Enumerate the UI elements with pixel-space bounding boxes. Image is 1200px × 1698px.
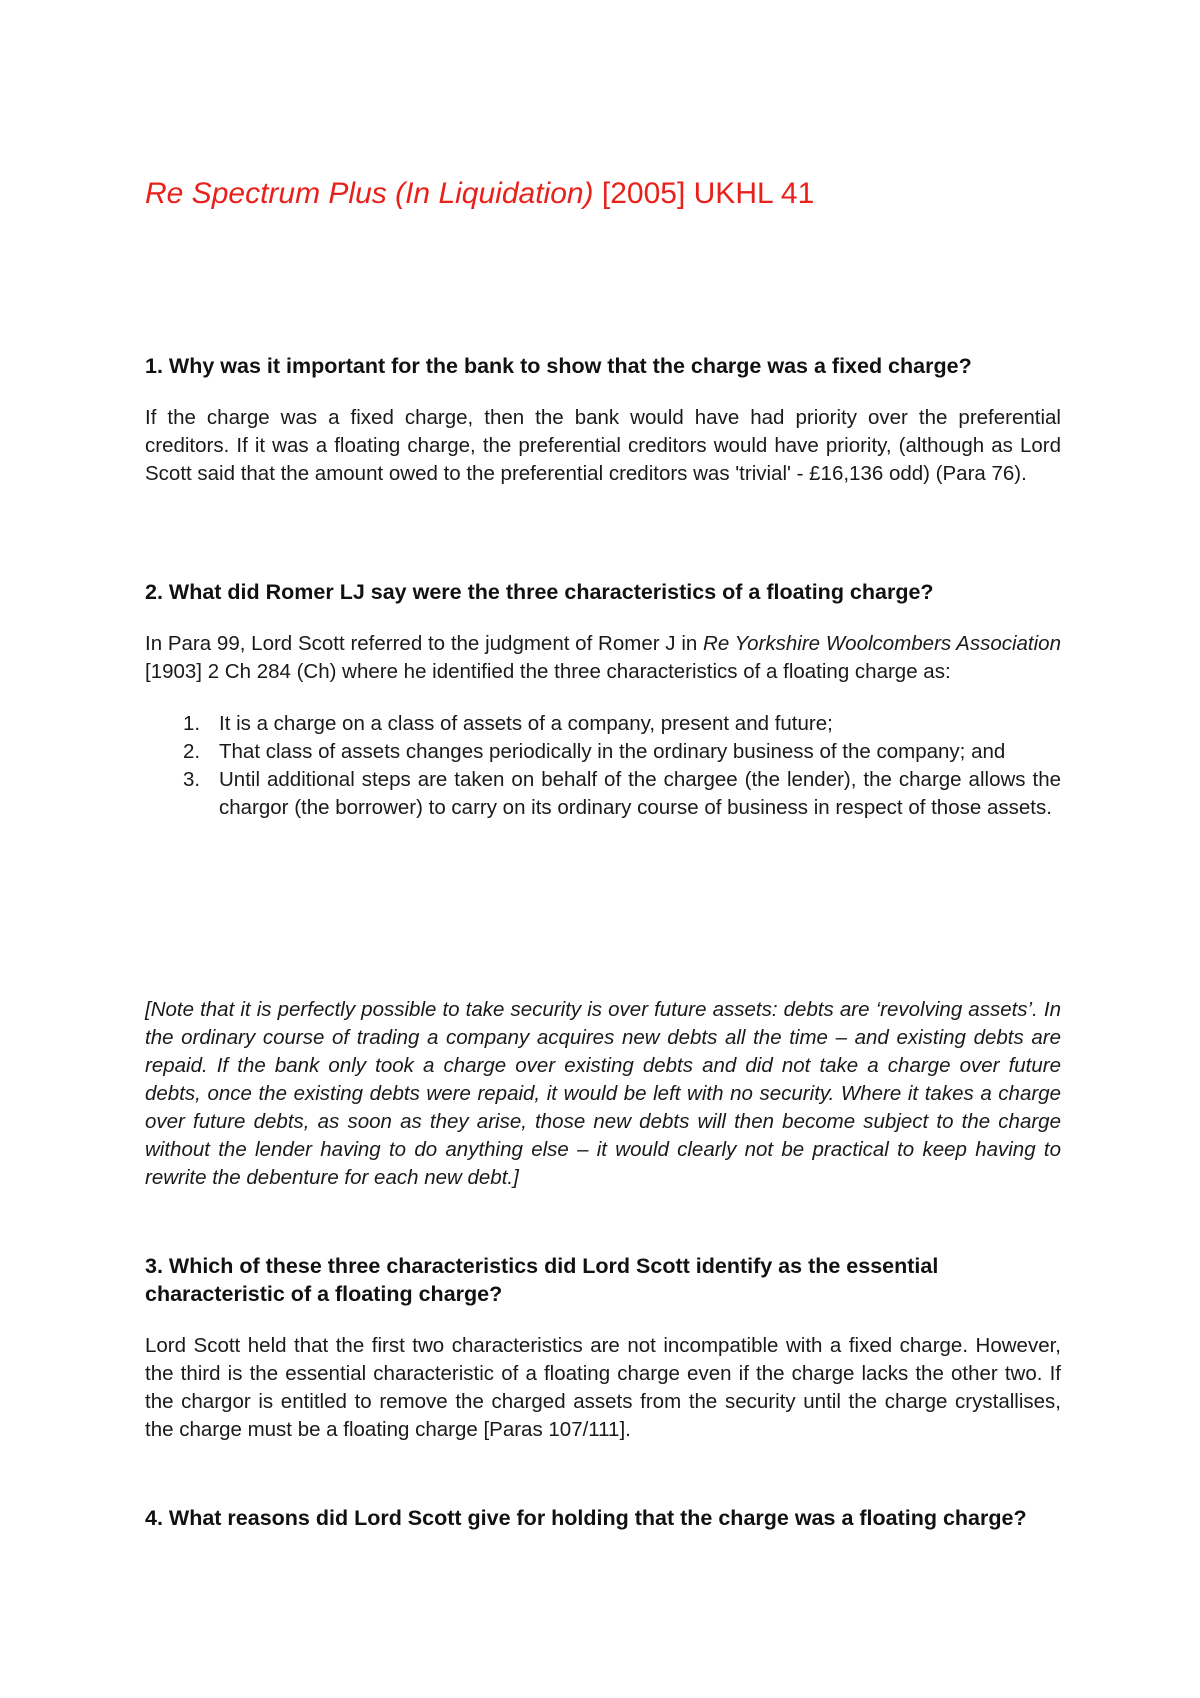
question-3: 3. Which of these three characteristics did Lord Scott identify as the essential characteristic of a floating charge? (145, 1254, 939, 1306)
answer-2-case: Re Yorkshire Woolcombers Association (703, 632, 1061, 655)
case-citation: [2005] UKHL 41 (593, 177, 815, 210)
answer-2-intro: In Para 99, Lord Scott referred to the judgment of Romer J in (145, 632, 704, 655)
characteristics-list (145, 710, 1061, 822)
list-item: 3. Until additional steps are taken on behalf of the chargee (the lender), the charge allows the chargor (the borrower) to carry on its ordinary course of business in respect of those assets. (183, 768, 1061, 819)
note-text: [Note that it is perfectly possible to take security is over future assets: debts are ‘revolving assets’. In the ordinary course of trading a company acquires new debts all the time – and existing debts are repaid. If the bank only took a charge over existing debts and did not take a charge over future debts, once the existing debts were repaid, it would be left with no security. Where it takes a charge over future debts, as soon as they arise, those new debts will then become subject to the charge without the lender having to do anything else – it would clearly not be practical to keep having to rewrite the debenture for each new debt.] (145, 998, 1061, 1189)
answer-1: If the charge was a fixed charge, then the bank would have had priority over the preferential creditors. If it was a floating charge, the preferential creditors would have priority, (although as Lord Scott said that the amount owed to the preferential creditors was 'trivial' - £16,136 odd) (Para 76). (145, 406, 1061, 485)
question-4: 4. What reasons did Lord Scott give for holding that the charge was a floating charge? (145, 1506, 1027, 1530)
document-title (145, 172, 814, 216)
question-4-section (145, 1504, 1061, 1532)
question-3-section (145, 1252, 1061, 1444)
answer-2-rest: [1903] 2 Ch 284 (Ch) where he identified the three characteristics of a floating charge as: (145, 660, 951, 683)
answer-2 (145, 630, 1061, 686)
question-2: 2. What did Romer LJ say were the three characteristics of a floating charge? (145, 580, 934, 604)
question-1-section (145, 352, 1061, 488)
question-1: 1. Why was it important for the bank to show that the charge was a fixed charge? (145, 354, 972, 378)
list-item: 1. It is a charge on a class of assets of a company, present and future; (183, 712, 833, 735)
note-section (145, 996, 1061, 1192)
question-2-section (145, 578, 1061, 822)
answer-3: Lord Scott held that the first two characteristics are not incompatible with a fixed charge. However, the third is the essential characteristic of a floating charge even if the charge lacks the other two. If the chargor is entitled to remove the charged assets from the security until the charge crystallises, the charge must be a floating charge [Paras 107/111]. (145, 1334, 1061, 1441)
list-item: 2. That class of assets changes periodically in the ordinary business of the company; and (183, 740, 1006, 763)
case-name: Re Spectrum Plus (In Liquidation) (145, 177, 594, 210)
